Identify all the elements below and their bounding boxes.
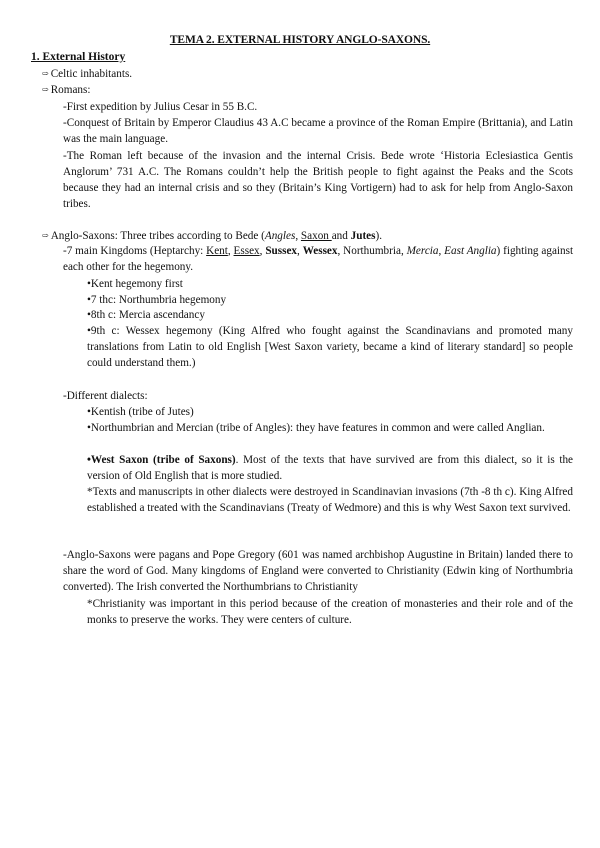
west-saxon-bold: •West Saxon (tribe of Saxons) [87,454,236,466]
romans-label: Romans: [50,84,91,96]
mercia-text: Mercia [406,245,439,257]
page-title: TEMA 2. EXTERNAL HISTORY ANGLO-SAXONS. [169,34,431,46]
romans-item [42,82,90,99]
section-heading: 1. External History [31,51,126,63]
romans-paragraph-2: -Conquest of Britain by Emperor Claudius 43 A.C became a province of the Roman Empire (Brittania), and Latin was the main language. [63,117,573,145]
comma-text: , [295,230,301,242]
hegemony-bullet-4: •9th c: Wessex hegemony (King Alfred who fought against the Scandinavians and promoted many translations from Latin to old English [West Saxon variety, became a kind of literary standard] so people could understand them.) [87,325,573,369]
christianity-paragraph: -Anglo-Saxons were pagans and Pope Gregory (601 was named archbishop Augustine in Britain) landed there to share the word of God. Many kingdoms of England were converted to Christianity (Edwin king of Northumbria converted). The Irish converted the Northumbrians to Christianity [63,549,573,593]
christianity-note: *Christianity was important in this period because of the creation of monasteries and their role and of the monks to preserve the works. They were centers of culture. [87,598,573,626]
kingdoms-paragraph: -7 main Kingdoms (Heptarchy: Kent, Essex, Sussex, Wessex, Northumbria, Mercia, East Anglia) fighting against each other for the hegemony. [63,245,574,273]
kingdoms-intro: -7 main Kingdoms (Heptarchy: [63,245,207,257]
and-text: and [331,230,351,242]
angles-text: Angles [264,230,296,242]
romans-paragraph-1: -First expedition by Julius Cesar in 55 B.C. [63,101,258,113]
essex-text: Essex [233,245,260,257]
hegemony-bullet-1: •Kent hegemony first [87,278,183,290]
kent-text: Kent [206,245,228,257]
dialect-item-1: •Kentish (tribe of Jutes) [87,406,194,418]
close-text: ). [375,230,383,242]
romans-paragraph-3: -The Roman left because of the invasion and the internal Crisis. Bede wrote ‘Historia Eclesiastica Gentis Anglorum’ 731 A.C. The Romans couldn’t help the British people to fight against the Peaks and the Scots because they had an internal crisis and so they (Britain’s King Vortigern) had to ask for help from Anglo-Saxon tribes. [63,150,573,210]
east-anglia-text: East Anglia [444,245,497,257]
west-saxon-rest: . Most of the texts that have survived are from this dialect, so it is the version of Old English that is more studied. [87,454,574,482]
sussex-text: Sussex [265,245,298,257]
dialects-label: -Different dialects: [63,390,148,402]
northumbria-text: Northumbria [343,245,401,257]
dialect-item-2: •Northumbrian and Mercian (tribe of Angles): they have features in common and were called Anglian. [87,422,545,434]
hegemony-bullet-2: •7 thc: Northumbria hegemony [87,294,227,306]
saxon-text: Saxon [300,230,332,242]
arrow-icon: ⇨ [42,231,49,240]
celtic-item [42,66,132,83]
jutes-text: Jutes [350,230,376,242]
hegemony-bullet-3: •8th c: Mercia ascendancy [87,309,205,321]
arrow-icon: ⇨ [42,69,49,78]
dialect-note: *Texts and manuscripts in other dialects were destroyed in Scandinavian invasions (7th -8 th c). King Alfred established a treated with the Scandinavians (Treaty of Wedmore) and this is why West Saxon text survived. [87,486,573,514]
dialect-item-3 [87,452,573,484]
anglo-intro-text: Anglo-Saxons: Three tribes according to Bede ( [50,230,265,242]
celtic-text: Celtic inhabitants. [50,68,133,80]
kingdoms-end: ) fighting against each other for the hegemony. [63,245,574,273]
wessex-text: Wessex [302,245,338,257]
arrow-icon: ⇨ [42,85,49,94]
